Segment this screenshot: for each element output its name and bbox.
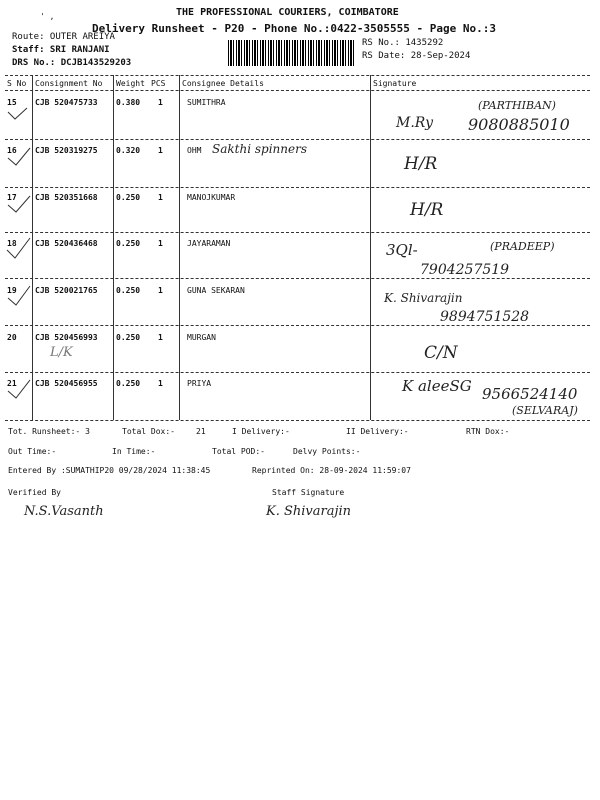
handwritten-signature: H/R xyxy=(404,154,438,174)
handwritten-phone: 9566524140 xyxy=(482,385,578,403)
check-mark-icon xyxy=(8,380,30,398)
tot-runsheet: Tot. Runsheet:- 3 xyxy=(8,427,90,436)
staff: Staff: SRI RANJANI xyxy=(12,45,110,55)
drs-number: DRS No.: DCJB143529203 xyxy=(12,58,132,68)
row-weight: 0.250 xyxy=(116,333,141,342)
row-consignee: MANOJKUMAR xyxy=(187,193,236,202)
check-mark-icon xyxy=(8,286,30,305)
rs-number: RS No.: 1435292 xyxy=(362,38,444,48)
row-weight: 0.380 xyxy=(116,98,141,107)
row-pcs: 1 xyxy=(158,379,163,388)
row-consignee: PRIYA xyxy=(187,379,212,388)
row-sno: 17 xyxy=(7,193,17,202)
handwritten-phone: 9894751528 xyxy=(440,309,530,325)
ii-delivery: II Delivery:- xyxy=(346,427,409,436)
handwritten-name: (SELVARAJ) xyxy=(512,404,578,417)
col-header-signature: Signature xyxy=(373,79,417,88)
staff-signature-label: Staff Signature xyxy=(272,488,345,497)
runsheet-title: Delivery Runsheet - P20 - Phone No.:0422-3505555 - Page No.:3 xyxy=(92,22,496,35)
row-consignee: OHM xyxy=(187,146,202,155)
check-mark-icon xyxy=(8,108,27,119)
row-sno: 15 xyxy=(7,98,17,107)
in-time: In Time:- xyxy=(112,447,156,456)
entered-by: Entered By :SUMATHIP20 09/28/2024 11:38:45 xyxy=(8,466,211,475)
handwritten-mark: L/K xyxy=(50,345,73,360)
corner-mark: ' , xyxy=(40,12,55,21)
col-header-pcs: PCS xyxy=(151,79,166,88)
rs-date: RS Date: 28-Sep-2024 xyxy=(362,51,471,61)
row-pcs: 1 xyxy=(158,98,163,107)
row-consignment: CJB 520351668 xyxy=(35,193,98,202)
row-weight: 0.250 xyxy=(116,379,141,388)
row-consignment: CJB 520456993 xyxy=(35,333,98,342)
row-pcs: 1 xyxy=(158,333,163,342)
check-mark-icon xyxy=(8,148,30,165)
row-weight: 0.320 xyxy=(116,146,141,155)
col-header-consignee: Consignee Details xyxy=(182,79,264,88)
row-consignee: SUMITHRA xyxy=(187,98,226,107)
handwritten-phone: 7904257519 xyxy=(420,262,510,278)
verified-by-label: Verified By xyxy=(8,488,61,497)
check-mark-icon xyxy=(7,238,30,258)
col-header-sno: S No xyxy=(7,79,27,88)
route: Route: OUTER AREIYA xyxy=(12,32,115,42)
reprinted-on: Reprinted On: 28-09-2024 11:59:07 xyxy=(252,466,411,475)
handwritten-phone: 9080885010 xyxy=(468,115,570,134)
row-sno: 18 xyxy=(7,239,17,248)
rtn-dox: RTN Dox:- xyxy=(466,427,510,436)
out-time: Out Time:- xyxy=(8,447,57,456)
row-pcs: 1 xyxy=(158,286,163,295)
handwritten-name: (PRADEEP) xyxy=(490,240,555,253)
row-sno: 19 xyxy=(7,286,17,295)
row-pcs: 1 xyxy=(158,239,163,248)
row-weight: 0.250 xyxy=(116,286,141,295)
handwritten-signature: 3Ql- xyxy=(386,241,418,259)
row-sno: 21 xyxy=(7,379,17,388)
total-dox-value: 21 xyxy=(196,427,206,436)
i-delivery: I Delivery:- xyxy=(232,427,290,436)
verified-signature: N.S.Vasanth xyxy=(24,504,104,519)
row-weight: 0.250 xyxy=(116,193,141,202)
col-header-weight: Weight xyxy=(116,79,145,88)
row-consignment: CJB 520021765 xyxy=(35,286,98,295)
row-consignment: CJB 520436468 xyxy=(35,239,98,248)
row-consignee: MURGAN xyxy=(187,333,216,342)
delvy-points: Delvy Points:- xyxy=(293,447,361,456)
staff-signature: K. Shivarajin xyxy=(266,504,352,519)
col-header-consignment: Consignment No xyxy=(35,79,103,88)
handwritten-signature: C/N xyxy=(424,343,458,363)
handwritten-signature: K. Shivarajin xyxy=(384,291,463,305)
row-consignment: CJB 520319275 xyxy=(35,146,98,155)
row-consignment: CJB 520456955 xyxy=(35,379,98,388)
handwritten-consignee: Sakthi spinners xyxy=(212,142,307,156)
row-pcs: 1 xyxy=(158,146,163,155)
handwritten-name: (PARTHIBAN) xyxy=(478,99,556,112)
row-sno: 16 xyxy=(7,146,17,155)
handwritten-signature: M.Ry xyxy=(396,115,433,131)
row-weight: 0.250 xyxy=(116,239,141,248)
total-pod: Total POD:- xyxy=(212,447,265,456)
handwritten-signature: H/R xyxy=(410,200,444,220)
row-sno: 20 xyxy=(7,333,17,342)
row-consignee: GUNA SEKARAN xyxy=(187,286,245,295)
row-consignment: CJB 520475733 xyxy=(35,98,98,107)
row-pcs: 1 xyxy=(158,193,163,202)
row-consignee: JAYARAMAN xyxy=(187,239,231,248)
check-mark-icon xyxy=(8,196,30,212)
total-dox-label: Total Dox:- xyxy=(122,427,175,436)
handwritten-signature: K aleeSG xyxy=(402,377,472,395)
company-title: THE PROFESSIONAL COURIERS, COIMBATORE xyxy=(176,7,399,18)
